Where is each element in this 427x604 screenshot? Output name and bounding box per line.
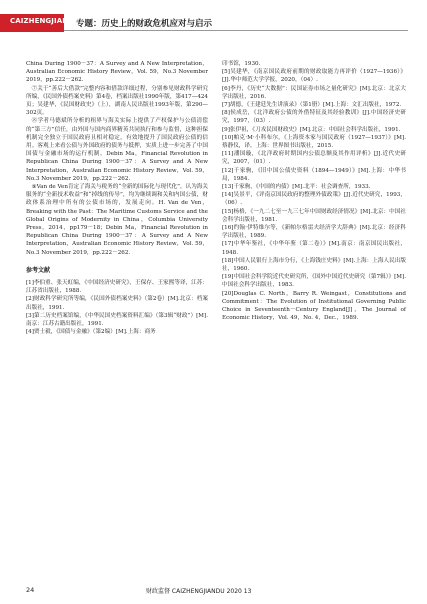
reference-item: 印书馆，1930. [222,61,261,67]
note-9: ⑨Van de Ven肯定了海关与税务的“全新的国际化与现代化”，认为海关服务的“全新技术收益”和“掉线的传导”，均为继续调和关和内国公债，财政体系治理中所有的公债市场的，发展走向。H. Van de Ven，Breaking with the Past：The Maritime Customs Service and the Global Origins of Modernity in China，Columbia University Press，2014，pp179－18；Debin Ma，Financial Revolution in Republican China During 1900－37：A Survey and A New Interpretation，Australian Economic History Review，Vol. 59，No.3 November 2019，pp.222－262. [26,184,208,256]
header-rule [64,30,408,31]
reference-item: [18]中国人民银行上海市分行，《上海钱庄史料》[M].上海：上海人民出版社，1960. [222,257,406,273]
reference-item: [4]贾士毅，《国债与金融》（第2编）[M].上海：商务 [26,329,156,336]
reference-item: [10]帕克·M·小科布尔，《上海资本家与国民政府（1927—1937）》[M].蔡静仪，译，上海：世界图书出版社，2015. [222,134,406,150]
page-header [0,14,427,32]
reference-item: [3]第二历史档案馆编，《中华民国史档案资料汇编》（第3辑“财政”）[M].南京：江苏古籍出版社，1991. [26,312,208,328]
note-8: ⑧学者马德斌所分析的租界与海关实际上提供了产权保护与公债清偿的“第三方”信任，由外国与国内商界精英共同执行和参与监督，这种担保机制完全独立于国民政府且相对稳定，有效地提升了国民政府公债的信用。客观上来看公债与外国政府的债务与抵押，实质上进一步完善了中国国债与金融市场的运行机制。Debin Ma，Financial Revolution in Republican China During 1900－37：A Survey and A New Interpretation，Australian Economic History Review，Vol. 59，No.3 November 2019，pp.222－262. [26,118,208,182]
header-banner [0,14,80,32]
reference-item: [16]约翰·伊特维尔等，《新帕尔格雷夫经济学大辞典》[M].北京：经济科学出版社，1989. [222,225,406,240]
journal-logo: CAIZHENGJIANDU [10,17,80,25]
page-number: 24 [26,586,35,594]
reference-item: [1]李伯重、张天虹编，《中国经济史研究》，王保存、王家熙等译，江苏：江苏省出版社，1988. [26,280,208,295]
reference-item: [19]中国社会科学院近代史研究所，《国外中国近代史研究（第7辑）》[M].中国社会科学出版社，1983. [222,274,406,289]
reference-item: [8]侯成岳，《北洋政府公债的外借特征及其经验教训》[J].中国经济史研究，1997，（03）. [222,110,406,125]
left-column [26,60,208,337]
reference-item: [9]张伊祖，《刀戎民国财政史》[M].北京：中国社会科学出版社，1991. [222,126,401,133]
reference-item: [12]千家驹，《旧中国公债史资料（1894—1949）》[M].上海：中华书局，1984. [222,167,406,182]
reference-item: [11]潘国璇，《北洋政府时期国内公债总额及其作用评析》[J].近代史研究，2007，（01）. [222,151,406,166]
reference-item: [20]Douglas C. North，Barry R. Weingast，Constitutions and Commitment：The Evolution of Institutional Governing Public Choice in Seventeenth－Century England[J]，The Journal of Economic History，Vol. 49，No. 4，Dec.，1989. [222,290,406,322]
reference-item: [13]千家驹，《中国的内债》[M].北平：社会调查所，1933. [222,184,371,191]
note-continued: China During 1900－37：A Survey and A New Interpretation，Australian Economic History Review，Vol. 59，No.3 November 2019，pp.222－262. [26,61,208,84]
reference-item: [2]财政科学研究所等编，《民国外债档案史料》（第2卷）[M].北京：档案出版社，1991. [26,296,208,311]
reference-item: [6]李丹，《历史“大数据”：民国证券市场之量化研究》[M].北京：北京大学出版社，2016. [222,85,406,100]
reference-item: [14]吴景平，《评南京国民政府的整理外债政策》[J].近代史研究，1993，（06）. [222,192,406,207]
reference-item: [15]杨格，《一九二七至一九三七年中国财政经济情况》[M].北京：中国社会科学出版社，1981. [222,208,406,223]
references-heading: 参考文献 [26,266,51,274]
right-column [222,60,406,323]
page-footer [0,586,427,598]
section-title: 专题：历史上的财政危机应对与启示 [76,19,213,29]
journal-footer: 财政监督 CAIZHENGJIANDU 2020 13 [146,588,252,595]
reference-item: [5]吴建华，《南京国民政府前期的财政取能力再评价（1927—1936）》[J].华中师范大学学报，2020，（04）. [222,69,406,84]
reference-item: [7]胡德，《王建廷先生讲演录》（第1册）[M].上海：文汇出版社，1972. [222,102,402,109]
note-7: ⑦关于“善后大借款”完整内容和借款详细过程，分别参见财政科学研究所编，《民国外债档案史料》第4卷，档案出版社1990年版，第417—424页；吴建华，《民国财政史》（上），湖南人民出版社1993年版，第290—302页。 [26,85,208,117]
reference-item: [17]中华年鉴社，《中华年鉴（第二卷）》[M].南京：南京国民出版社，1948. [222,241,406,256]
